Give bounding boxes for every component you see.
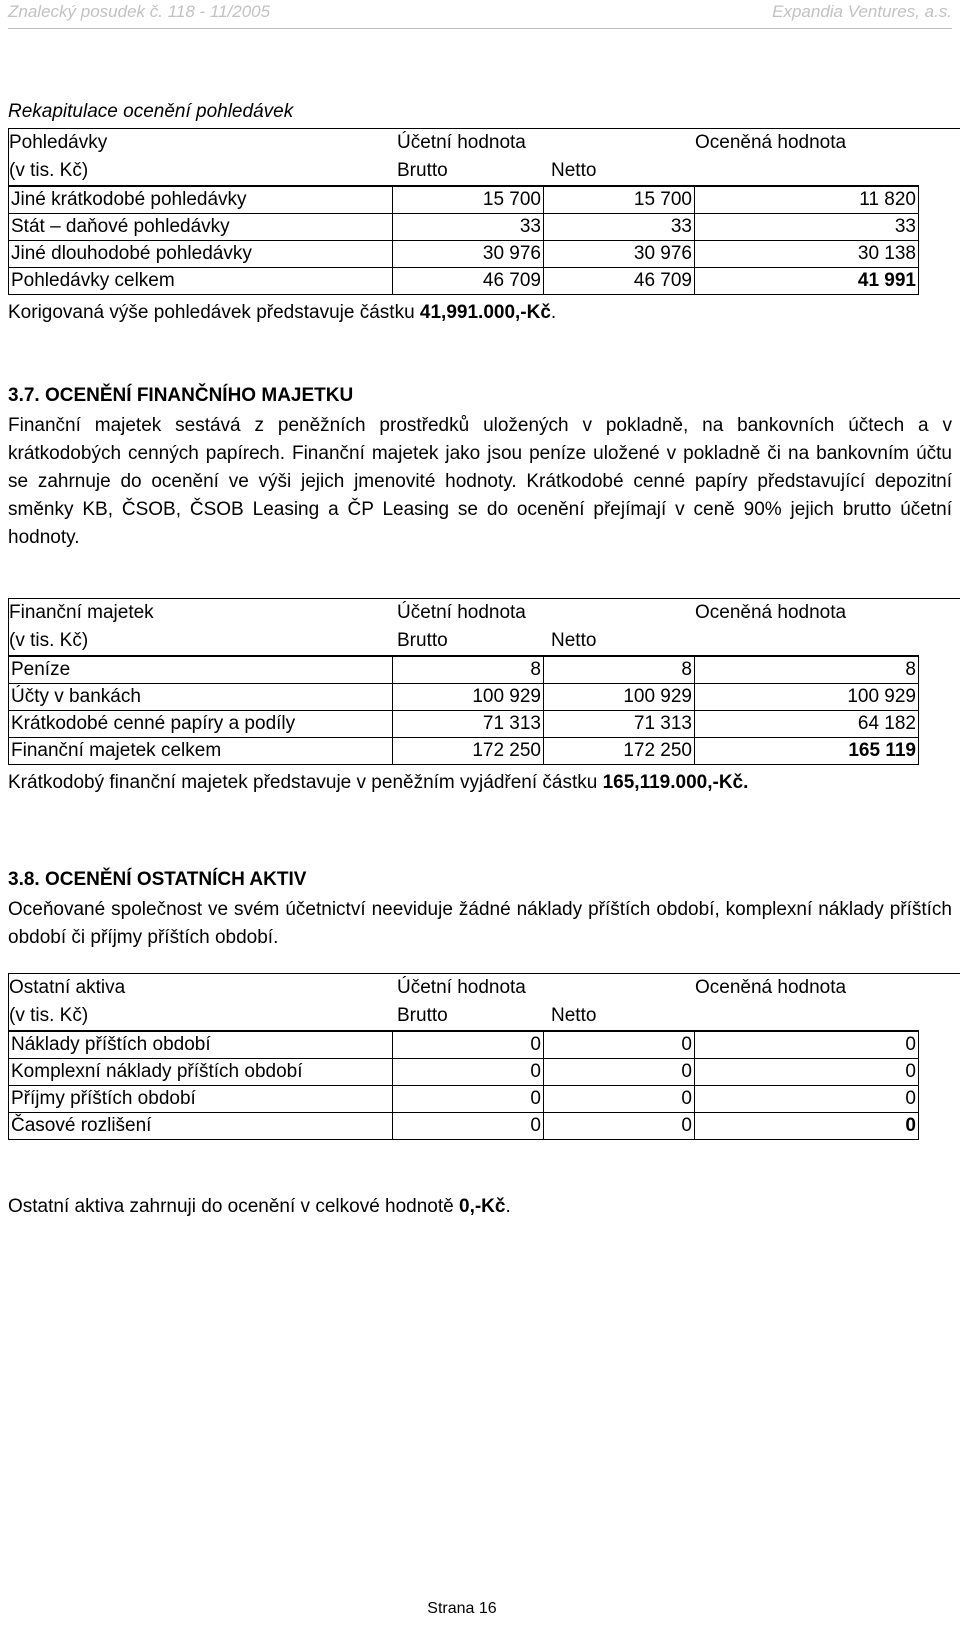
row-ocenena-total: 165 119 <box>695 738 919 765</box>
row-ocenena: 33 <box>695 214 919 241</box>
row-label: Finanční majetek celkem <box>9 738 393 765</box>
row-netto: 100 929 <box>544 684 695 711</box>
row-ocenena: 64 182 <box>695 711 919 738</box>
financial-col-ocenena: Oceněná hodnota <box>695 602 847 623</box>
row-ocenena: 30 138 <box>695 241 919 268</box>
table-row-total <box>9 268 919 295</box>
row-label: Náklady příštích období <box>9 1031 393 1059</box>
financial-col-ucetni: Účetní hodnota <box>397 602 526 623</box>
table-row <box>9 684 919 711</box>
row-ocenena-total: 0 <box>695 1113 919 1140</box>
document-header-left: Znalecký posudek č. 118 - 11/2005 <box>8 2 271 21</box>
recap-col-label-1: Pohledávky <box>9 132 108 153</box>
row-brutto: 30 976 <box>393 241 544 268</box>
row-netto: 8 <box>544 656 695 684</box>
row-netto: 71 313 <box>544 711 695 738</box>
row-ocenena: 0 <box>695 1031 919 1059</box>
row-brutto: 15 700 <box>393 186 544 214</box>
financial-col-label-2: (v tis. Kč) <box>9 630 89 651</box>
row-ocenena: 11 820 <box>695 186 919 214</box>
recap-col-brutto: Brutto <box>397 160 448 181</box>
recap-note <box>8 299 556 327</box>
financial-col-label-1: Finanční majetek <box>9 602 154 623</box>
recap-table <box>8 185 919 295</box>
recap-note-text: Korigovaná výše pohledávek představuje částku <box>8 302 420 323</box>
row-brutto: 0 <box>393 1113 544 1140</box>
table-row <box>9 1086 919 1113</box>
recap-col-netto: Netto <box>551 160 597 181</box>
section-37-heading: 3.7. OCENĚNÍ FINANČNÍHO MAJETKU <box>8 385 354 406</box>
row-label: Komplexní náklady příštích období <box>9 1059 393 1086</box>
section-38-paragraph: Oceňované společnost ve svém účetnictví neeviduje žádné náklady příštích období, komplexní náklady příštích období či příjmy příštích období. <box>8 899 952 948</box>
recap-title: Rekapitulace ocenění pohledávek <box>8 101 294 122</box>
row-ocenena: 100 929 <box>695 684 919 711</box>
row-brutto: 100 929 <box>393 684 544 711</box>
row-label: Peníze <box>9 656 393 684</box>
financial-note-text: Krátkodobý finanční majetek představuje v peněžním vyjádření částku <box>8 772 603 793</box>
row-label: Účty v bankách <box>9 684 393 711</box>
document-header-right: Expandia Ventures, a.s. <box>772 2 952 21</box>
row-brutto: 172 250 <box>393 738 544 765</box>
other-note-amount: 0,-Kč <box>459 1196 506 1217</box>
table-row-total <box>9 1113 919 1140</box>
recap-note-suffix: . <box>550 302 557 323</box>
financial-note-amount: 165,119.000,-Kč. <box>602 772 749 793</box>
row-netto: 0 <box>544 1059 695 1086</box>
table-row <box>9 656 919 684</box>
financial-col-netto: Netto <box>551 630 597 651</box>
row-label: Pohledávky celkem <box>9 268 393 295</box>
row-netto: 33 <box>544 214 695 241</box>
other-col-label-1: Ostatní aktiva <box>9 977 126 998</box>
financial-col-brutto: Brutto <box>397 630 448 651</box>
row-brutto: 71 313 <box>393 711 544 738</box>
table-row <box>9 1059 919 1086</box>
other-col-ucetni: Účetní hodnota <box>397 977 526 998</box>
row-brutto: 8 <box>393 656 544 684</box>
table-row-total <box>9 738 919 765</box>
section-38-heading: 3.8. OCENĚNÍ OSTATNÍCH AKTIV <box>8 869 307 890</box>
table-row <box>9 186 919 214</box>
row-label: Jiné dlouhodobé pohledávky <box>9 241 393 268</box>
other-note-suffix: . <box>505 1196 511 1217</box>
recap-col-ucetni: Účetní hodnota <box>397 132 526 153</box>
row-netto: 172 250 <box>544 738 695 765</box>
table-row <box>9 241 919 268</box>
row-ocenena: 0 <box>695 1059 919 1086</box>
row-ocenena-total: 41 991 <box>695 268 919 295</box>
section-37-paragraph: Finanční majetek sestává z peněžních prostředků uložených v pokladně, na bankovních účtech a v krátkodobých cenných papírech. Finanční majetek jako jsou peníze uložené v pokladně či na bankovním účtu se zahrnuje do ocenění ve výši jejich jmenovité hodnoty. Krátkodobé cenné papíry představující depozitní směnky KB, ČSOB, ČSOB Leasing a ČP Leasing se do ocenění přejímají v ceně 90% jejich brutto účetní hodnoty. <box>8 415 952 548</box>
row-brutto: 33 <box>393 214 544 241</box>
financial-table-header <box>8 598 960 656</box>
row-label: Časové rozlišení <box>9 1113 393 1140</box>
row-netto: 15 700 <box>544 186 695 214</box>
header-rule <box>8 28 952 29</box>
row-netto: 30 976 <box>544 241 695 268</box>
row-brutto: 0 <box>393 1086 544 1113</box>
row-netto: 46 709 <box>544 268 695 295</box>
financial-table <box>8 655 919 765</box>
row-brutto: 46 709 <box>393 268 544 295</box>
row-label: Stát – daňové pohledávky <box>9 214 393 241</box>
table-row <box>9 711 919 738</box>
other-col-ocenena: Oceněná hodnota <box>695 977 847 998</box>
recap-col-label-2: (v tis. Kč) <box>9 160 89 181</box>
other-col-brutto: Brutto <box>397 1005 448 1026</box>
row-netto: 0 <box>544 1113 695 1140</box>
other-col-netto: Netto <box>551 1005 597 1026</box>
recap-table-header <box>8 128 960 186</box>
other-note-text: Ostatní aktiva zahrnuji do ocenění v celkové hodnotě <box>8 1196 459 1217</box>
financial-note <box>8 769 748 797</box>
page-number: Strana 16 <box>427 1600 497 1617</box>
other-assets-table <box>8 1030 919 1140</box>
row-label: Krátkodobé cenné papíry a podíly <box>9 711 393 738</box>
recap-note-amount: 41,991.000,-Kč <box>419 302 551 323</box>
row-brutto: 0 <box>393 1031 544 1059</box>
row-label: Jiné krátkodobé pohledávky <box>9 186 393 214</box>
other-assets-table-header <box>8 973 960 1031</box>
row-brutto: 0 <box>393 1059 544 1086</box>
other-col-label-2: (v tis. Kč) <box>9 1005 89 1026</box>
row-ocenena: 8 <box>695 656 919 684</box>
table-row <box>9 1031 919 1059</box>
row-ocenena: 0 <box>695 1086 919 1113</box>
row-netto: 0 <box>544 1086 695 1113</box>
other-assets-note <box>8 1193 511 1221</box>
table-row <box>9 214 919 241</box>
row-label: Příjmy příštích období <box>9 1086 393 1113</box>
row-netto: 0 <box>544 1031 695 1059</box>
recap-col-ocenena: Oceněná hodnota <box>695 132 847 153</box>
